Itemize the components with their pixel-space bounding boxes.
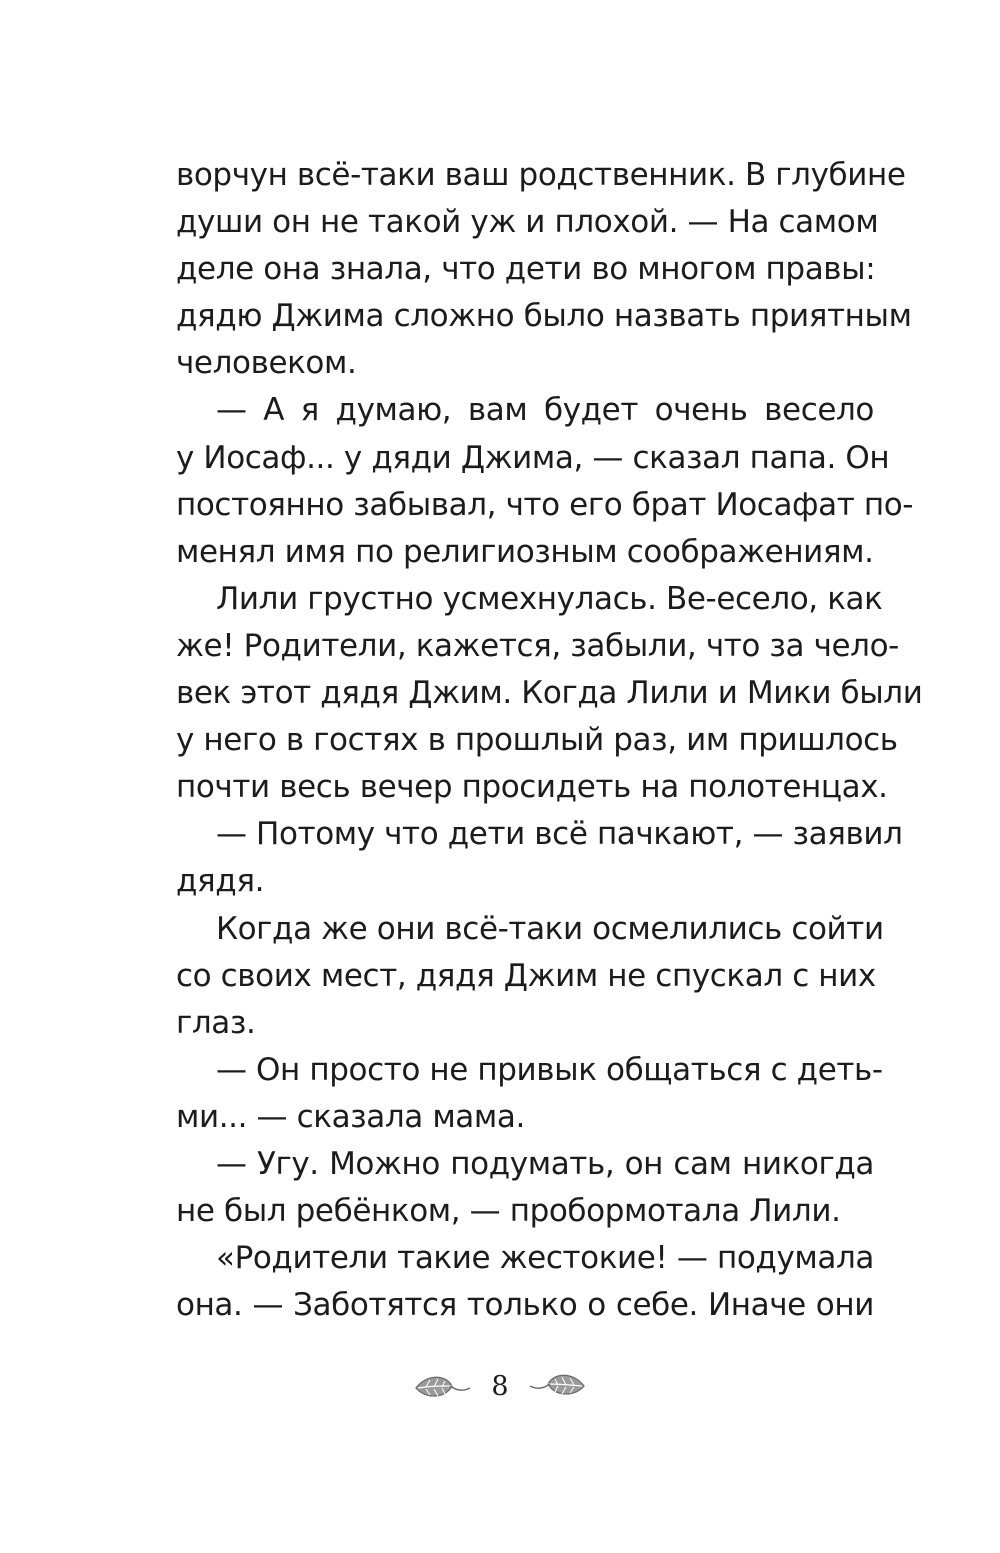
text-line-4: дядю Джима сложно было назвать приятным (176, 298, 912, 335)
leaf-ornament-icon (528, 1366, 588, 1406)
text-line-2: души он не такой уж и плохой. — На самом (176, 204, 879, 241)
text-line-14: почти весь вечер просидеть на полотенцах. (176, 769, 888, 806)
text-line-3: деле она знала, что дети во многом правы: (176, 251, 876, 288)
text-line-20: — Он просто не привык общаться с деть- (216, 1051, 883, 1088)
text-line-12: век этот дядя Джим. Когда Лили и Мики были (176, 675, 923, 712)
text-line-1: ворчун всё-таки ваш родственник. В глубине (176, 157, 906, 193)
text-line-19: глаз. (176, 1004, 256, 1041)
text-line-9: менял имя по религиозным соображениям. (176, 533, 874, 570)
text-line-25: она. — Заботятся только о себе. Иначе они (176, 1287, 874, 1324)
text-line-13: у него в гостях в прошлый раз, им пришлось (176, 722, 898, 759)
text-line-10: Лили грустно усмехнулась. Ве-есело, как (216, 580, 883, 617)
text-line-11: же! Родители, кажется, забыли, что за чело- (176, 627, 899, 664)
leaf-ornament-icon (412, 1366, 472, 1406)
text-line-15: — Потому что дети всё пачкают, — заявил (216, 816, 903, 853)
text-line-23: не был ребёнком, — пробормотала Лили. (176, 1193, 841, 1230)
text-line-21: ми... — сказала мама. (176, 1098, 525, 1135)
page-number: 8 (491, 1370, 509, 1402)
text-line-5: человеком. (176, 345, 357, 382)
text-line-24: «Родители такие жестокие! — подумала (216, 1240, 874, 1277)
text-line-7: у Иосаф... у дяди Джима, — сказал папа. Он (176, 439, 890, 476)
text-line-18: со своих мест, дядя Джим не спускал с них (176, 957, 876, 994)
text-line-22: — Угу. Можно подумать, он сам никогда (216, 1145, 874, 1182)
body-text (176, 152, 923, 1329)
text-line-16: дядя. (176, 863, 265, 900)
page-footer (0, 1364, 1000, 1408)
text-line-6: — А я думаю, вам будет очень весело (216, 392, 874, 429)
text-line-8: постоянно забывал, что его брат Иосафат по- (176, 486, 914, 523)
text-line-17: Когда же они всё-таки осмелились сойти (216, 910, 884, 947)
